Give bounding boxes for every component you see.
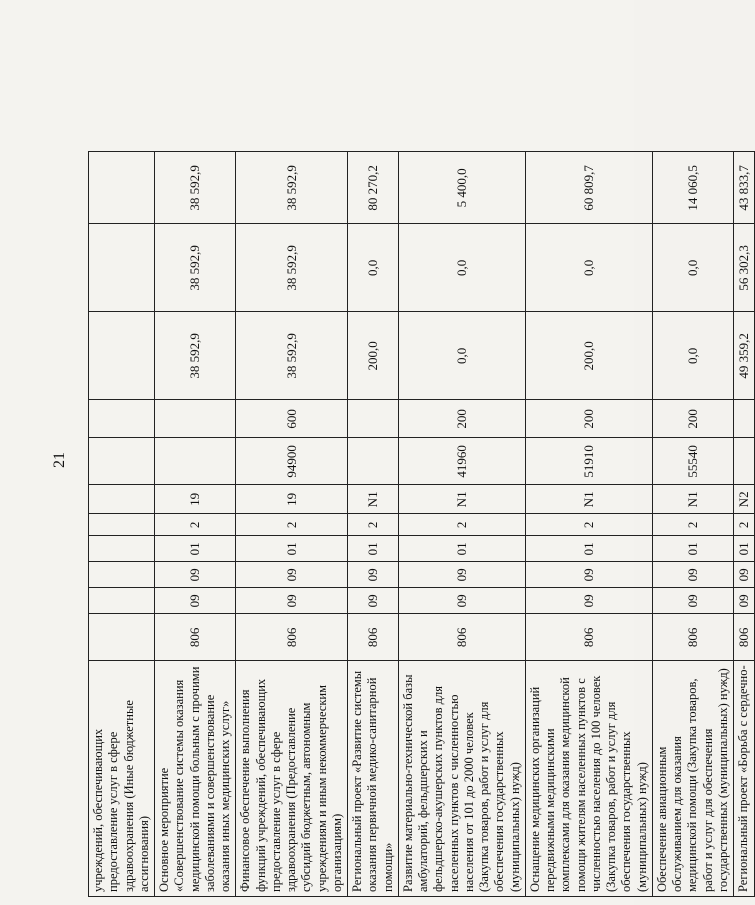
cell-rz: 09 — [348, 588, 399, 614]
cell-grbs: 806 — [734, 614, 755, 661]
cell-direction: 55540 — [652, 438, 733, 485]
cell-vr — [89, 400, 155, 438]
cell-program: 01 — [398, 536, 525, 562]
cell-value-3: 38 592,9 — [236, 152, 348, 224]
cell-value-1: 200,0 — [525, 312, 652, 400]
cell-vr — [734, 400, 755, 438]
cell-pr: 09 — [734, 562, 755, 588]
cell-event: 19 — [155, 485, 236, 514]
row-name: Региональный проект «Развитие системы оказания первичной медико-санитарной помощи» — [348, 661, 399, 897]
cell-direction — [348, 438, 399, 485]
cell-vr: 200 — [398, 400, 525, 438]
cell-vr: 200 — [525, 400, 652, 438]
table-row — [89, 152, 155, 897]
cell-rz: 09 — [236, 588, 348, 614]
cell-event: N1 — [525, 485, 652, 514]
cell-value-2: 0,0 — [652, 224, 733, 312]
cell-rz: 09 — [525, 588, 652, 614]
cell-value-2: 0,0 — [348, 224, 399, 312]
cell-grbs — [89, 614, 155, 661]
row-name: Региональный проект «Борьба с сердечно- — [734, 661, 755, 897]
cell-grbs: 806 — [155, 614, 236, 661]
cell-value-3 — [89, 152, 155, 224]
cell-vr — [348, 400, 399, 438]
cell-grbs: 806 — [525, 614, 652, 661]
cell-value-2: 56 302,3 — [734, 224, 755, 312]
cell-value-1: 49 359,2 — [734, 312, 755, 400]
cell-program: 01 — [525, 536, 652, 562]
cell-value-3: 80 270,2 — [348, 152, 399, 224]
table-row — [734, 152, 755, 897]
cell-value-3: 14 060,5 — [652, 152, 733, 224]
cell-value-2: 0,0 — [398, 224, 525, 312]
row-name: Обеспечение авиационным обслуживанием для оказания медицинской помощи (Закупка товаров, работ и услуг для обеспечения государственных (муниципальных) нужд) — [652, 661, 733, 897]
cell-subprogram: 2 — [734, 514, 755, 536]
cell-value-1: 0,0 — [652, 312, 733, 400]
cell-event: N1 — [348, 485, 399, 514]
table-row — [398, 152, 525, 897]
table-row — [525, 152, 652, 897]
budget-table — [88, 151, 755, 897]
cell-program: 01 — [348, 536, 399, 562]
cell-pr: 09 — [236, 562, 348, 588]
cell-pr — [89, 562, 155, 588]
cell-value-1: 38 592,9 — [236, 312, 348, 400]
cell-direction: 51910 — [525, 438, 652, 485]
cell-pr: 09 — [155, 562, 236, 588]
cell-program: 01 — [155, 536, 236, 562]
cell-direction — [155, 438, 236, 485]
cell-value-3: 5 400,0 — [398, 152, 525, 224]
cell-direction — [89, 438, 155, 485]
cell-value-2 — [89, 224, 155, 312]
cell-event: N1 — [398, 485, 525, 514]
table-row — [652, 152, 733, 897]
cell-event: 19 — [236, 485, 348, 514]
cell-program: 01 — [734, 536, 755, 562]
cell-subprogram: 2 — [525, 514, 652, 536]
cell-event — [89, 485, 155, 514]
cell-value-3: 38 592,9 — [155, 152, 236, 224]
cell-value-1: 200,0 — [348, 312, 399, 400]
cell-subprogram: 2 — [348, 514, 399, 536]
cell-direction: 41960 — [398, 438, 525, 485]
cell-value-2: 38 592,9 — [236, 224, 348, 312]
cell-pr: 09 — [652, 562, 733, 588]
cell-direction: 94900 — [236, 438, 348, 485]
cell-subprogram: 2 — [236, 514, 348, 536]
cell-value-1: 0,0 — [398, 312, 525, 400]
row-name: Финансовое обеспечение выполнения функций учреждений, обеспечивающих предоставление услуг в сфере здравоохранения (Предоставление субсидий бюджетным, автономным учреждениям и иным некоммерческим организациям) — [236, 661, 348, 897]
table-row — [236, 152, 348, 897]
cell-grbs: 806 — [652, 614, 733, 661]
cell-vr: 200 — [652, 400, 733, 438]
cell-subprogram: 2 — [398, 514, 525, 536]
cell-value-1: 38 592,9 — [155, 312, 236, 400]
cell-vr — [155, 400, 236, 438]
cell-event: N2 — [734, 485, 755, 514]
page-number: 21 — [51, 452, 68, 468]
cell-vr: 600 — [236, 400, 348, 438]
row-name: учреждений, обеспечивающих предоставление услуг в сфере здравоохранения (Иные бюджетные ассигнования) — [89, 661, 155, 897]
cell-subprogram: 2 — [652, 514, 733, 536]
cell-rz: 09 — [155, 588, 236, 614]
cell-subprogram — [89, 514, 155, 536]
cell-subprogram: 2 — [155, 514, 236, 536]
cell-grbs: 806 — [236, 614, 348, 661]
cell-rz: 09 — [652, 588, 733, 614]
row-name: Оснащение медицинских организаций передвижными медицинскими комплексами для оказания медицинской помощи жителям населенных пунктов с численностью населения до 100 человек (Закупка товаров, работ и услуг для обеспечения государственных (муниципальных) нужд) — [525, 661, 652, 897]
cell-pr: 09 — [398, 562, 525, 588]
cell-rz: 09 — [398, 588, 525, 614]
cell-value-1 — [89, 312, 155, 400]
cell-grbs: 806 — [398, 614, 525, 661]
cell-value-3: 60 809,7 — [525, 152, 652, 224]
cell-direction — [734, 438, 755, 485]
cell-event: N1 — [652, 485, 733, 514]
cell-value-2: 38 592,9 — [155, 224, 236, 312]
cell-pr: 09 — [348, 562, 399, 588]
cell-program: 01 — [652, 536, 733, 562]
row-name: Основное мероприятие «Совершенствование системы оказания медицинской помощи больным с прочими заболеваниями и совершенствование оказания иных медицинских услуг» — [155, 661, 236, 897]
table-row — [348, 152, 399, 897]
cell-rz: 09 — [734, 588, 755, 614]
cell-program — [89, 536, 155, 562]
cell-value-3: 43 833,7 — [734, 152, 755, 224]
cell-pr: 09 — [525, 562, 652, 588]
cell-grbs: 806 — [348, 614, 399, 661]
cell-rz — [89, 588, 155, 614]
row-name: Развитие материально-технической базы амбулаторий, фельдшерских и фельдшерско-акушерских пунктов для населенных пунктов с численностью населения от 101 до 2000 человек (Закупка товаров, работ и услуг для обеспечения государственных (муниципальных) нужд) — [398, 661, 525, 897]
cell-program: 01 — [236, 536, 348, 562]
table-row — [155, 152, 236, 897]
cell-value-2: 0,0 — [525, 224, 652, 312]
